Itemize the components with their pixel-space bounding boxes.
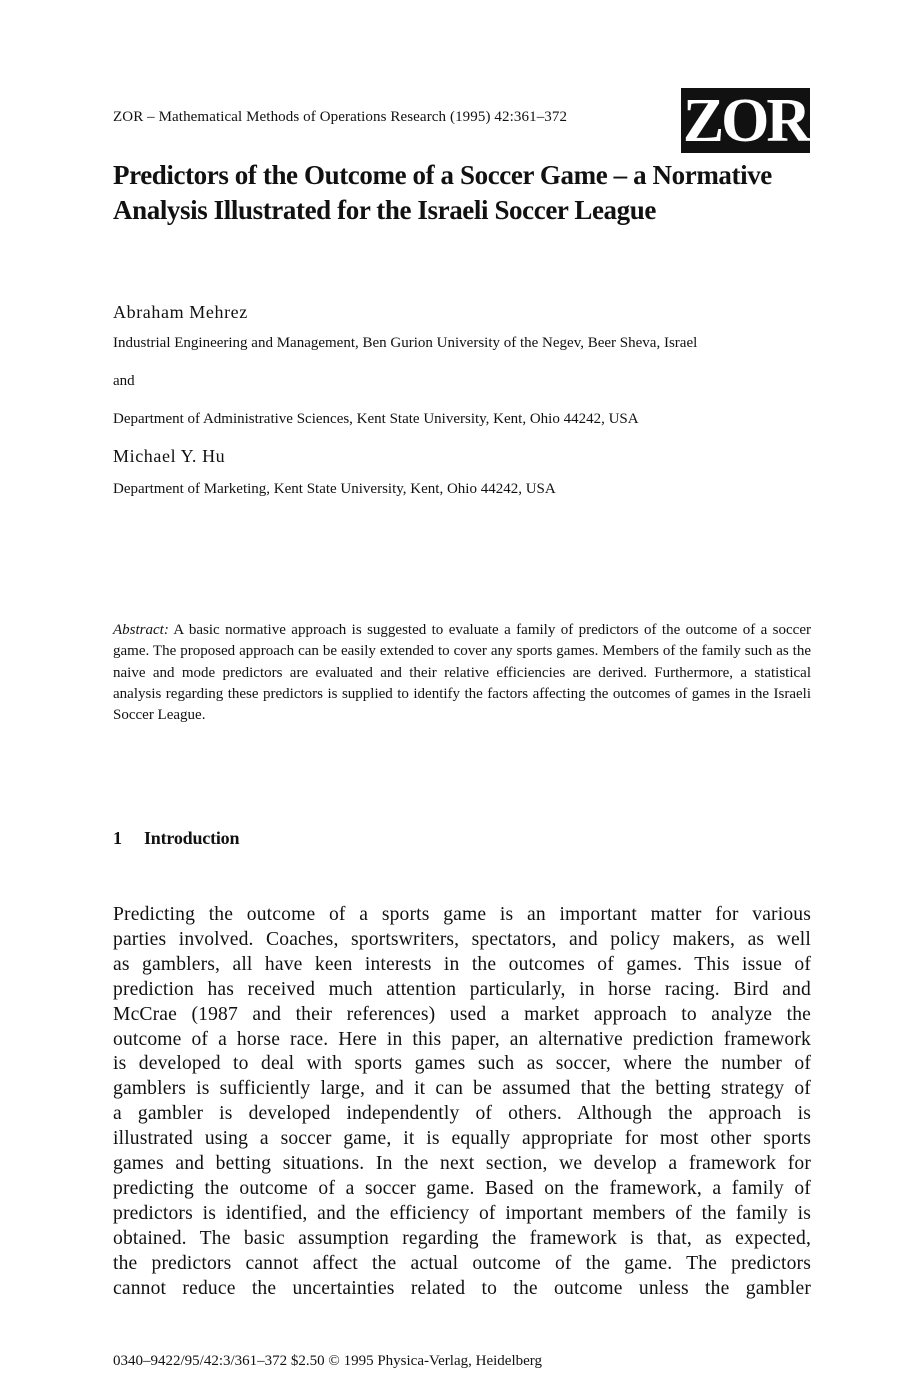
body-line: is developed to deal with sports games such as soccer, where the number of <box>113 1053 811 1075</box>
body-line: the predictors cannot affect the actual outcome of the game. The predictors <box>113 1252 811 1274</box>
body-line: obtained. The basic assumption regarding the framework is that, as expected, <box>113 1227 811 1249</box>
abstract <box>113 620 811 726</box>
journal-citation: ZOR – Mathematical Methods of Operations Research (1995) 42:361–372 <box>113 109 568 125</box>
author-1-affiliation-1: Industrial Engineering and Management, Ben Gurion University of the Negev, Beer Sheva, Israel <box>113 335 698 351</box>
body-line: gamblers is sufficiently large, and it can be assumed that the betting strategy of <box>113 1078 811 1100</box>
section-title: Introduction <box>144 828 240 848</box>
body-line: prediction has received much attention particularly, in horse racing. Bird and <box>113 978 811 1000</box>
body-line: McCrae (1987 and their references) used a market approach to analyze the <box>113 1003 811 1025</box>
body-line: as gamblers, all have keen interests in the outcomes of games. This issue of <box>113 953 811 975</box>
body-line: predicting the outcome of a soccer game. Based on the framework, a family of <box>113 1177 811 1199</box>
body-line: Predicting the outcome of a sports game is an important matter for various <box>113 904 811 925</box>
paper-title: Predictors of the Outcome of a Soccer Game – a Normative Analysis Illustrated for the Israeli Soccer League <box>113 160 772 225</box>
copyright-footer: 0340–9422/95/42:3/361–372 $2.50 © 1995 Physica-Verlag, Heidelberg <box>113 1353 542 1369</box>
affiliation-conjunction: and <box>113 373 135 389</box>
author-name-1: Abraham Mehrez <box>113 302 248 322</box>
journal-logo: ZOR <box>682 88 809 153</box>
author-name-2: Michael Y. Hu <box>113 446 226 466</box>
author-2-affiliation-1: Department of Marketing, Kent State University, Kent, Ohio 44242, USA <box>113 481 556 497</box>
body-paragraph <box>113 903 811 1302</box>
body-line: illustrated using a soccer game, it is equally appropriate for most other sports <box>113 1128 811 1150</box>
section-number: 1 <box>113 828 122 848</box>
body-line: games and betting situations. In the next section, we develop a framework for <box>113 1153 811 1175</box>
body-line: cannot reduce the uncertainties related to the outcome unless the gambler <box>113 1277 811 1299</box>
abstract-label: Abstract: <box>113 622 169 638</box>
body-line: parties involved. Coaches, sportswriters, spectators, and policy makers, as well <box>113 928 811 950</box>
section-heading <box>113 828 239 849</box>
body-line: predictors is identified, and the efficiency of important members of the family is <box>113 1202 811 1224</box>
author-1-affiliation-2: Department of Administrative Sciences, Kent State University, Kent, Ohio 44242, USA <box>113 411 639 427</box>
body-line: a gambler is developed independently of others. Although the approach is <box>113 1103 811 1125</box>
body-line: outcome of a horse race. Here in this paper, an alternative prediction framework <box>113 1028 811 1050</box>
abstract-text: A basic normative approach is suggested to evaluate a family of predictors of the outcome of a soccer game. The proposed approach can be easily extended to cover any sports games. Members of the family such as the naive and mode predictors are evaluated and their relative efficiencies are derived. Furthermore, a statistical analysis regarding these predictors is supplied to identify the factors affecting the outcomes of games in the Israeli Soccer League. <box>113 622 811 724</box>
